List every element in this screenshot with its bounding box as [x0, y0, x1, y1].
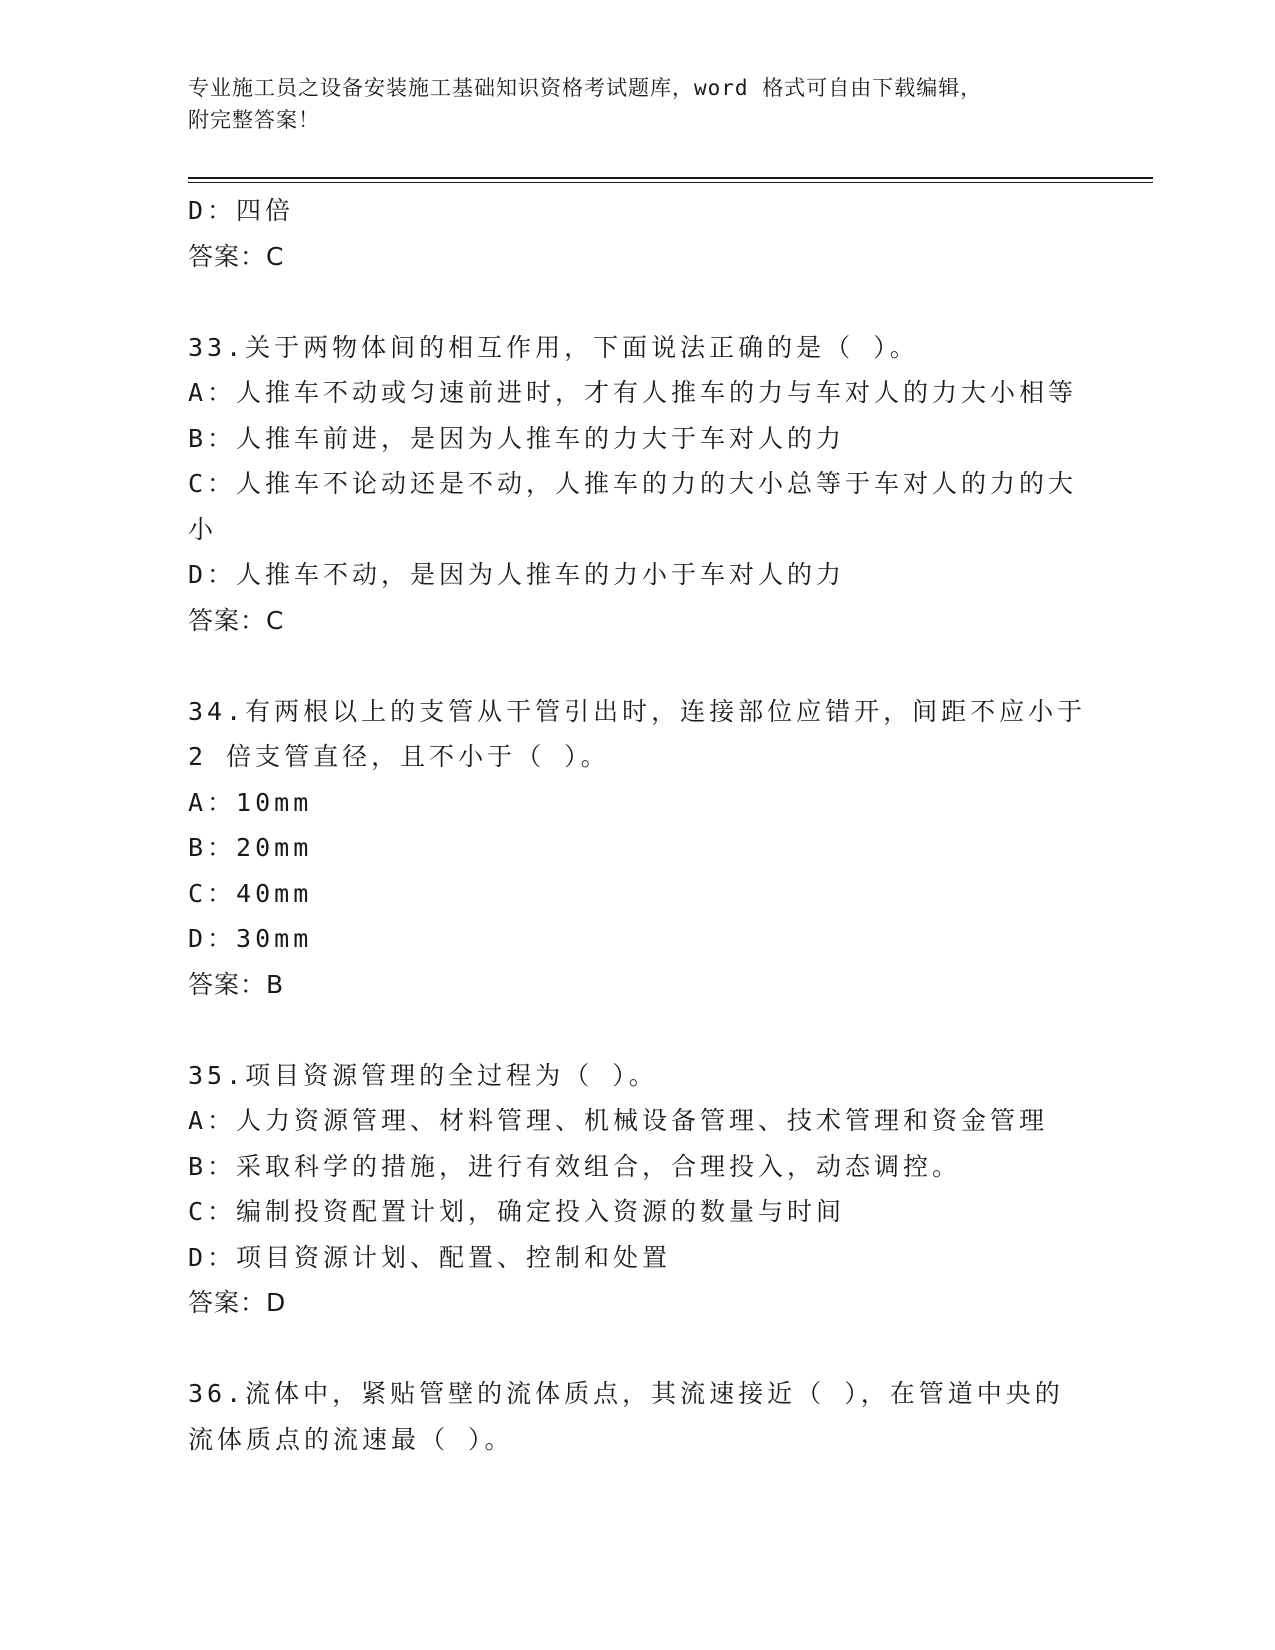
question-34	[188, 689, 1088, 1008]
option-a: A：人力资源管理、材料管理、机械设备管理、技术管理和资金管理	[188, 1106, 1049, 1135]
option-c: C：40mm	[188, 878, 313, 908]
question-stem: 33.关于两物体间的相互作用，下面说法正确的是（ ）。	[188, 332, 919, 362]
header-line-1: 专业施工员之设备安装施工基础知识资格考试题库，word 格式可自由下载编辑，	[188, 76, 983, 100]
spacer	[188, 643, 1088, 689]
option-c-continued: 小	[188, 514, 218, 544]
header-divider-thick	[188, 177, 1153, 179]
document-header	[188, 72, 1068, 136]
spacer	[188, 279, 1088, 325]
question-33	[188, 325, 1088, 644]
option-d: D：人推车不动，是因为人推车的力小于车对人的力	[188, 560, 846, 589]
answer-line: 答案：C	[188, 605, 285, 635]
option-b: B：20mm	[188, 833, 313, 862]
question-stem: 35.项目资源管理的全过程为（ ）。	[188, 1060, 658, 1090]
option-d: D：项目资源计划、配置、控制和处置	[188, 1242, 672, 1272]
option-a: A：人推车不动或匀速前进时，才有人推车的力与车对人的力大小相等	[188, 378, 1078, 407]
option-c: C：人推车不论动还是不动，人推车的力的大小总等于车对人的力的大	[188, 469, 1078, 498]
question-stem-continued: 2 倍支管直径，且不小于（ ）。	[188, 742, 610, 771]
question-stem: 34.有两根以上的支管从干管引出时，连接部位应错开，间距不应小于	[188, 696, 1087, 726]
option-d: D：30mm	[188, 924, 313, 953]
question-content	[188, 188, 1088, 1462]
answer-line: 答案：B	[188, 969, 285, 999]
header-divider-thin	[188, 182, 1153, 183]
answer-line: 答案：D	[188, 1288, 287, 1317]
question-stem-continued: 流体质点的流速最（ ）。	[188, 1424, 514, 1454]
question-35	[188, 1053, 1088, 1326]
question-36	[188, 1371, 1088, 1462]
answer-line: 答案：C	[188, 241, 285, 271]
header-line-2: 附完整答案！	[188, 108, 320, 132]
option-d: D：四倍	[188, 196, 295, 225]
option-b: B：采取科学的措施，进行有效组合，合理投入，动态调控。	[188, 1151, 962, 1181]
spacer	[188, 1007, 1088, 1053]
question-stem: 36.流体中，紧贴管壁的流体质点，其流速接近（ ），在管道中央的	[188, 1379, 1064, 1408]
option-b: B：人推车前进，是因为人推车的力大于车对人的力	[188, 423, 846, 453]
spacer	[188, 1326, 1088, 1372]
option-a: A：10mm	[188, 787, 313, 817]
option-c: C：编制投资配置计划，确定投入资源的数量与时间	[188, 1197, 846, 1226]
